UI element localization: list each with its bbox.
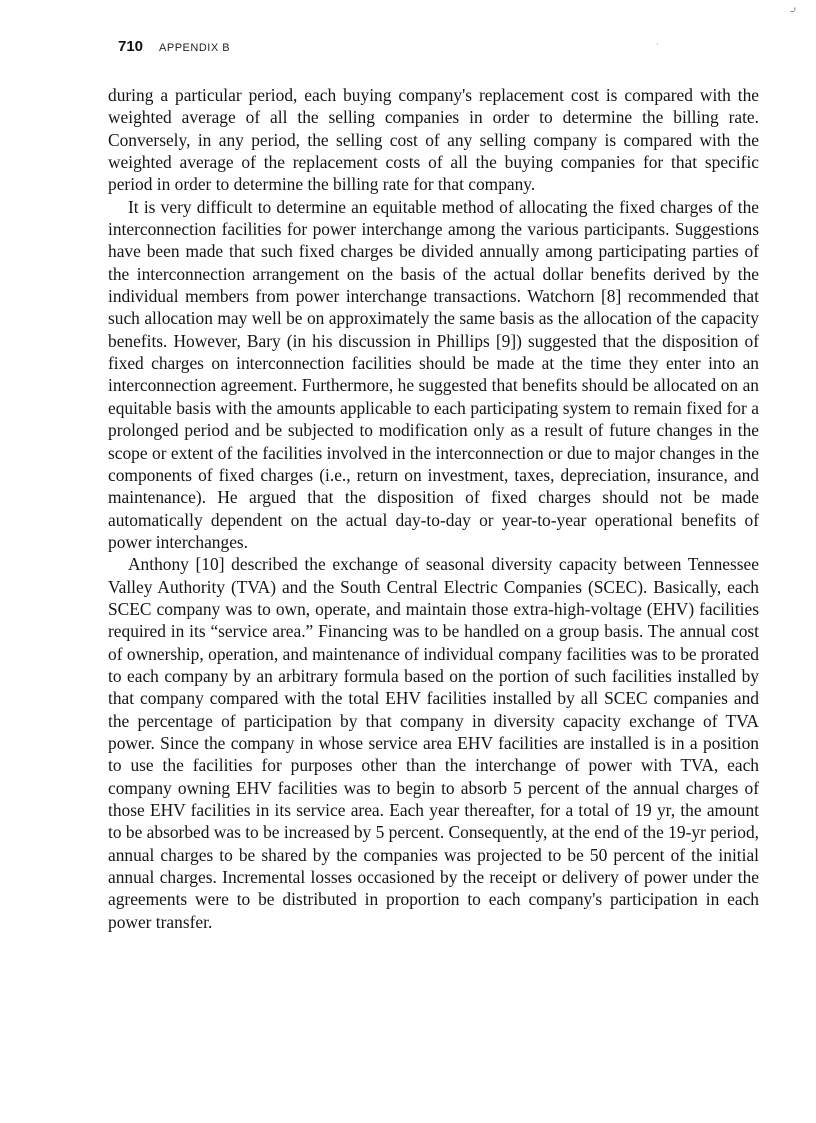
scan-artifact-mark: ⌏ (790, 4, 800, 18)
page-header (118, 38, 230, 60)
paragraph-continued: during a particular period, each buying company's replacement cost is compared with the weighted average of all the selling companies in order to determine the billing rate. Conversely, in any period, the selling cost of any selling company is compared with the weighted average of the replacement costs of all the buying companies for that specific period in order to determine the billing rate for that company. (108, 85, 759, 195)
page-number: 710 (118, 38, 144, 55)
running-head: APPENDIX B (159, 42, 231, 54)
scan-artifact-dot: · (656, 40, 659, 49)
body-text (108, 84, 759, 933)
paragraph-fixed-charges: It is very difficult to determine an equitable method of allocating the fixed charges of the interconnection facilities for power interchange among the various participants. Suggestions have been made that such fixed charges be divided annually among participating parties of the interconnection arrangement on the basis of the actual dollar benefits derived by the individual members from power interchange transactions. Watchorn [8] recommended that such allocation may well be on approximately the same basis as the allocation of the capacity benefits. However, Bary (in his discussion in Phillips [9]) suggested that the disposition of fixed charges on interconnection facilities should be made at the time they enter into an interconnection agreement. Furthermore, he suggested that benefits should be allocated on an equitable basis with the amounts applicable to each participating system to remain fixed for a prolonged period and be subjected to modification only as a result of future changes in the scope or extent of the facilities involved in the interconnection or due to major changes in the components of fixed charges (i.e., return on investment, taxes, depreciation, insurance, and maintenance). He argued that the disposition of fixed charges should not be made automatically dependent on the actual day-to-day or year-to-year operational benefits of power interchanges. (108, 196, 759, 552)
paragraph-anthony-tva: Anthony [10] described the exchange of seasonal diversity capacity between Tennessee Valley Authority (TVA) and the South Central Electric Companies (SCEC). Basically, each SCEC company was to own, operate, and maintain those extra-high-voltage (EHV) facilities required in its “service area.” Financing was to be handled on a group basis. The annual cost of ownership, operation, and maintenance of individual company facilities was to be prorated to each company by an arbitrary formula based on the portion of such facilities installed by that company compared with the total EHV facilities installed by all SCEC companies and the percentage of participation by that company in diversity capacity exchange of TVA power. Since the company in whose service area EHV facilities are installed is in a position to use the facilities for purposes other than the interchange of power with TVA, each company owning EHV facilities was to begin to absorb 5 percent of the annual charges of those EHV facilities in its service area. Each year thereafter, for a total of 19 yr, the amount to be absorbed was to be increased by 5 percent. Consequently, at the end of the 19-yr period, annual charges to be shared by the companies was projected to be 50 percent of the initial annual charges. Incremental losses occasioned by the receipt or delivery of power under the agreements were to be distributed in proportion to each company's participation in each power transfer. (108, 554, 759, 932)
